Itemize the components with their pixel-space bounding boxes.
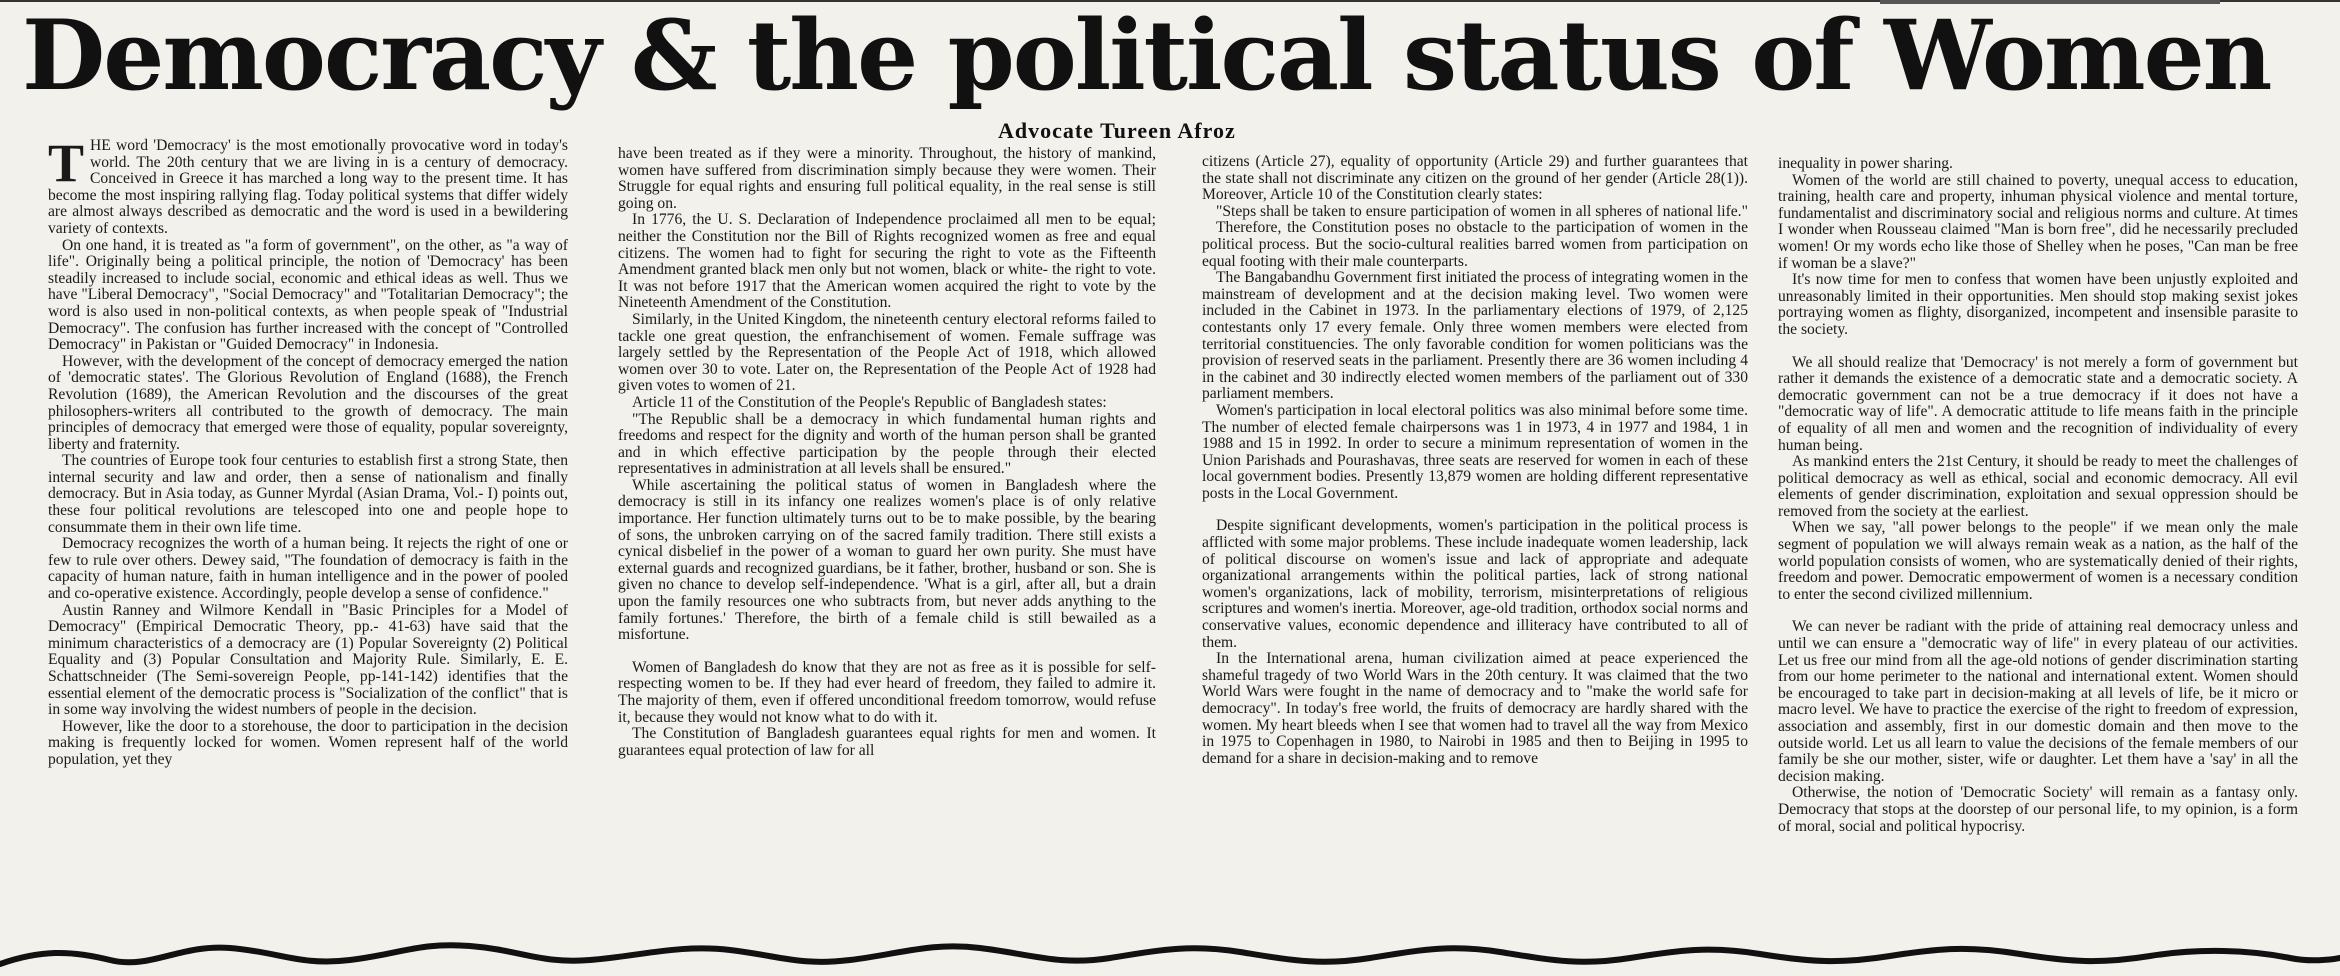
paragraph: We all should realize that 'Democracy' is not merely a form of government but rather it demands the existence of a democratic state and a democratic society. A democratic government can not be a true democracy if it does not have a "democratic way of life". A democratic attitude to life means faith in the principle of equality of all men and women and the recognition of individuality of every human being.: [1778, 353, 2298, 454]
paragraph: The Bangabandhu Government first initiated the process of integrating women in the mainstream of development and at the decision making level. Two women were included in the Cabinet in 1973. In the parliamentary elections of 1979, of 2,125 contestants only 17 every female. Only three women members were elected from territorial constituencies. The only favorable condition for women politicians was the provision of reserved seats in the parliament. Presently there are 36 women including 4 in the cabinet and 30 indirectly elected women members of the parliament out of 330 parliament members.: [1202, 269, 1748, 403]
article-column-3: [1202, 154, 1748, 974]
paragraph: Similarly, in the United Kingdom, the nineteenth century electoral reforms failed to tackle one great question, the enfranchisement of women. Female suffrage was largely settled by the Representation of the People Act of 1918, which allowed women over 30 to vote. Later on, the Representation of the People Act of 1928 had given votes to women of 21.: [618, 310, 1156, 395]
article-column-2: [618, 146, 1156, 966]
paragraph: Women's participation in local electoral politics was also minimal before some time. The number of elected female chairpersons was 1 in 1973, 4 in 1977 and 1984, 1 in 1988 and 15 in 1992. In order to secure a minimum representation of women in the Union Parishads and Pourashavas, three seats are reserved for women in each of these local government bodies. Presently 13,879 women are holding different representative posts in the Local Government.: [1202, 401, 1748, 502]
article-column-1: [48, 138, 568, 958]
paragraph: "The Republic shall be a democracy in which fundamental human rights and freedoms and respect for the dignity and worth of the human person shall be granted and in which effective participation by the people through their elected representatives in administration at all levels shall be ensured.": [618, 410, 1156, 478]
paragraph: Women of Bangladesh do know that they are not as free as it is possible for self-respecting women to be. If they had ever heard of freedom, they failed to admire it. The majority of them, even if offered unconditional freedom tomorrow, would refuse it, because they would not know what to do with it.: [618, 658, 1156, 726]
paragraph: When we say, "all power belongs to the people" if we mean only the male segment of population we will always remain weak as a nation, as the half of the world population consists of women, who are systematically denied of their rights, freedom and power. Democratic empowerment of women is a necessary condition to enter the second civilized millennium.: [1778, 519, 2298, 603]
paragraph: However, with the development of the concept of democracy emerged the nation of 'democratic states'. The Glorious Revolution of England (1688), the French Revolution (1689), the American Revolution and the discourses of the great philosophers-writers all contributed to the growth of democracy. The main principles of democracy that emerged were those of equality, popular sovereignty, liberty and fraternity.: [48, 352, 568, 453]
paragraph: In 1776, the U. S. Declaration of Independence proclaimed all men to be equal; neither the Constitution nor the Bill of Rights recognized women as free and equal citizens. The women had to fight for securing the right to vote as the Fifteenth Amendment granted black men only but not women, black or white- the right to vote. It was not before 1917 that the American women acquired the right to vote by the Nineteenth Amendment of the Constitution.: [618, 211, 1156, 312]
paragraph: citizens (Article 27), equality of opportunity (Article 29) and further guarantees that the state shall not discriminate any citizen on the ground of her gender (Article 28(1)). Moreover, Article 10 of the Constitution clearly states:: [1202, 154, 1748, 204]
article-column-4: [1778, 156, 2298, 976]
paragraph: In the International arena, human civilization aimed at peace experienced the shameful tragedy of two World Wars in the 20th century. It was claimed that the two World Wars were fought in the name of democracy and to "make the world safe for democracy". In today's free world, the fruits of democracy are hardly shared with the women. My heart bleeds when I see that women had to travel all the way from Mexico in 1975 to Copenhagen in 1980, to Nairobi in 1985 and then to Beijing in 1995 to demand for a share in decision-making and to remove: [1202, 650, 1748, 767]
paragraph: "Steps shall be taken to ensure participation of women in all spheres of national life.": [1216, 202, 1748, 220]
paragraph: Despite significant developments, women's participation in the political process is afflicted with some major problems. These include inadequate women leadership, lack of political discourse on women's issue and lack of appropriate and adequate organizational arrangements within the political parties, lack of strong national women's organizations, lack of mobility, terrorism, misinterpretations of religious scriptures and women's inertia. Moreover, age-old tradition, orthodox social norms and conservative values, economic dependence and illiteracy have contributed to all of them.: [1202, 517, 1748, 651]
paragraph: Austin Ranney and Wilmore Kendall in "Basic Principles for a Model of Democracy" (Empirical Democratic Theory, pp.- 41-63) have said that the minimum characteristics of a democracy are (1) Popular Sovereignty (2) Political Equality and (3) Popular Consultation and Majority Rule. Similarly, E. E. Schattschneider (The Semi-sovereign People, pp-141-142) identifies that the essential element of the democratic process is "Socialization of the conflict" that is in some way involving the widest numbers of people in the decision.: [48, 601, 568, 719]
torn-edge-wave-border: [0, 930, 2340, 971]
paragraph: It's now time for men to confess that women have been unjustly exploited and unreasonably limited in their opportunities. Men should stop making sexist jokes portraying women as flighty, disorganized, incompetent and insensible parasite to the society.: [1778, 271, 2298, 338]
headline: Democracy & the political status of Women: [22, 0, 2271, 112]
drop-cap: T: [48, 138, 85, 193]
paragraph: have been treated as if they were a minority. Throughout, the history of mankind, women have suffered from discrimination simply because they were women. Their Struggle for equal rights and ensuring full political equality, in the real sense is still going on.: [618, 146, 1156, 212]
paragraph: inequality in power sharing.: [1778, 156, 1953, 172]
paragraph: The Constitution of Bangladesh guarantees equal rights for men and women. It guarantees equal protection of law for all: [618, 725, 1156, 759]
paragraph: As mankind enters the 21st Century, it should be ready to meet the challenges of political democracy as well as ethical, social and economic democracy. All evil elements of gender discrimination, exploitation and sexual oppression should be removed from the society at the earliest.: [1778, 453, 2298, 520]
paragraph: Otherwise, the notion of 'Democratic Society' will remain as a fantasy only. Democracy that stops at the doorstep of our personal life, to my opinion, is a form of moral, social and political hypocrisy.: [1778, 784, 2298, 835]
paragraph: Therefore, the Constitution poses no obstacle to the participation of women in the political process. But the socio-cultural realities barred women from participation on equal footing with their male counterparts.: [1202, 219, 1748, 270]
byline: Advocate Tureen Afroz: [998, 118, 1236, 143]
paragraph: While ascertaining the political status of women in Bangladesh where the democracy is still in its infancy one realizes women's place is of only relative importance. Her function ultimately turns out to be to make possible, by the bearing of sons, the unbroken carrying on of the sacred family tradition. There still exists a cynical disbelief in the power of a woman to guard her own purity. She must have external guards and recognized guardians, be it father, brother, husband or son. She is given no chance to develop self-independence. 'What is a girl, after all, but a drain upon the family resources one who subtracts from, but never adds anything to the family fortunes.' Therefore, the birth of a female child is still bewailed as a misfortune.: [618, 476, 1156, 644]
paragraph: However, like the door to a storehouse, the door to participation in the decision making is frequently locked for women. Women represent half of the world population, yet they: [48, 717, 568, 768]
paragraph: The countries of Europe took four centuries to establish first a strong State, then internal security and law and order, then a sense of nationalism and finally democracy. But in Asia today, as Gunner Myrdal (Asian Drama, Vol.- I) points out, these four political revolutions are telescoped into one and people hope to consummate them in their own life time.: [48, 452, 568, 536]
paragraph-text: HE word 'Democracy' is the most emotionally provocative word in today's world. The 20th century that we are living in is a century of democracy. Conceived in Greece it has marched a long way to the present time. It has become the most inspiring rallying flag. Today political systems that differ widely are almost always described as democratic and the word is used in a bewildering variety of contexts.: [48, 138, 568, 237]
paragraph: [48, 138, 568, 238]
paragraph: Women of the world are still chained to poverty, unequal access to education, training, health care and property, inhuman physical violence and mental torture, fundamentalist and discriminatory social and religious norms and culture. At times I wonder when Rousseau claimed "Man is born free", did he necessarily precluded women! Or my words echo like those of Shelley when he poses, "Can man be free if woman be a slave?": [1778, 171, 2298, 272]
paragraph: Article 11 of the Constitution of the People's Republic of Bangladesh states:: [632, 393, 1107, 411]
paragraph: We can never be radiant with the pride of attaining real democracy unless and until we can ensure a "democratic way of life" in every plateau of our activities. Let us free our mind from all the age-old notions of gender discrimination starting from our home perimeter to the national and international extent. Women should be encouraged to take part in decision-making at all levels of life, be it micro or macro level. We have to practice the exercise of the right to freedom of expression, association and assembly, first in our domestic domain and then move to the outside world. Let us all learn to value the decisions of the female members of our family be she our mother, sister, wife or daughter. Let them have a 'say' in all the decision making.: [1778, 618, 2298, 785]
paragraph: Democracy recognizes the worth of a human being. It rejects the right of one or few to rule over others. Dewey said, "The foundation of democracy is faith in the capacity of human nature, faith in human intelligence and in the power of pooled and co-operative existence. Accordingly, people develop a sense of confidence.": [48, 535, 568, 603]
paragraph: On one hand, it is treated as "a form of government", on the other, as "a way of life". Originally being a political principle, the notion of 'Democracy' has been steadily increased to include social, economic and ethical ideas as well. Thus we have "Liberal Democracy", "Social Democracy" and "Totalitarian Democracy"; the word is also used in non-political contexts, as when people speak of "Industrial Democracy". The confusion has further increased with the concept of "Controlled Democracy" in Pakistan or "Guided Democracy" in Indonesia.: [48, 236, 568, 354]
